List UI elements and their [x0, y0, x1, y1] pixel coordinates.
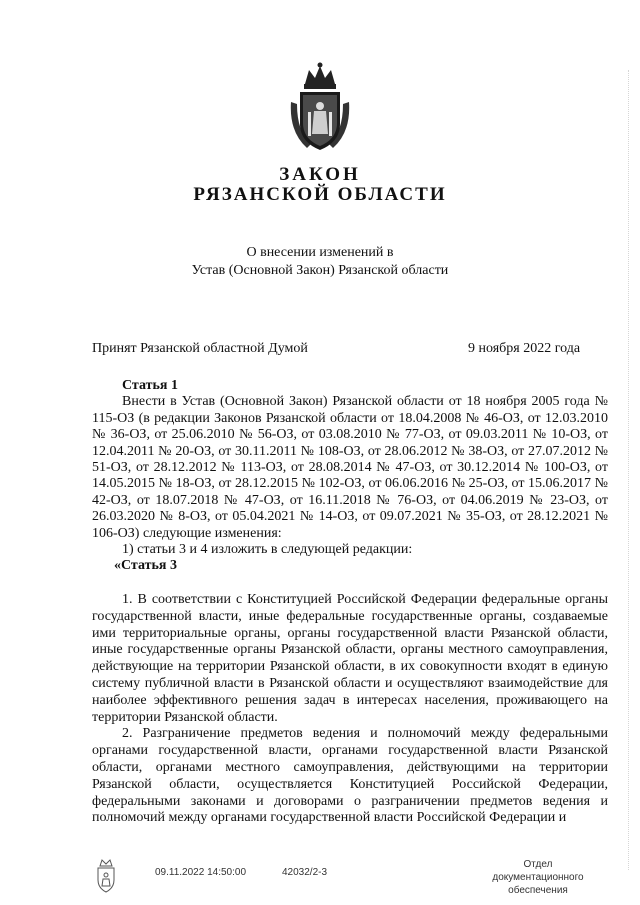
footer-timestamp: 09.11.2022 14:50:00: [155, 867, 247, 878]
article-1-item-1: 1) статьи 3 и 4 изложить в следующей редакции:: [122, 542, 413, 558]
department-stamp: [478, 858, 598, 897]
article-3-paragraph-1: 1. В соответствии с Конституцией Российской Федерации федеральные органы государственной власти, иные федеральные государственные органы, создаваемые ими территориальные органы, органы государственной власти Рязанской области, иные государственные органы Рязанской области, органы местного самоуправления, действующие на территории Рязанской области, в их совокупности входят в единую систему публичной власти в Рязанской области и осуществляют взаимодействие для наиболее эффективного решения задач в интересах населения, проживающего на территории Рязанской области.: [92, 592, 608, 725]
article-1-paragraph: Внести в Устав (Основной Закон) Рязанской области от 18 ноября 2005 года № 115-ОЗ (в редакции Законов Рязанской области от 18.04.2008 № 46-ОЗ, от 12.03.2010 № 36-ОЗ, от 25.06.2010 № 56-ОЗ, от 03.08.2010 № 77-ОЗ, от 09.03.2011 № 10-ОЗ, от 12.04.2011 № 20-ОЗ, от 30.11.2011 № 108-ОЗ, от 28.06.2012 № 38-ОЗ, от 27.07.2012 № 51-ОЗ, от 28.12.2012 № 113-ОЗ, от 28.08.2014 № 47-ОЗ, от 30.12.2014 № 100-ОЗ, от 14.05.2015 № 18-ОЗ, от 28.12.2015 № 102-ОЗ, от 06.06.2016 № 25-ОЗ, от 15.06.2017 № 42-ОЗ, от 18.07.2018 № 47-ОЗ, от 16.11.2018 № 76-ОЗ, от 04.06.2019 № 23-ОЗ, от 26.03.2020 № 8-ОЗ, от 05.04.2021 № 14-ОЗ, от 09.07.2021 № 35-ОЗ, от 28.12.2021 № 106-ОЗ) следующие изменения:: [92, 394, 608, 541]
article-3-paragraph-2: 2. Разграничение предметов ведения и полномочий между федеральными органами государственной власти, органами государственной власти Рязанской области, органами местного самоуправления, действующими на территории Рязанской области, осуществляется Конституцией Российской Федерации, федеральными законами и договорами о разграничении предметов ведения и полномочий между органами государственной власти Российской Федерации и: [92, 726, 608, 826]
coat-of-arms-icon: [287, 62, 353, 154]
footer-doc-number: 42032/2-3: [282, 867, 328, 878]
law-subject-line2: Устав (Основной Закон) Рязанской области: [191, 263, 449, 278]
law-region-title: РЯЗАНСКОЙ ОБЛАСТИ: [193, 184, 447, 205]
law-subject-line1: О внесении изменений в: [246, 245, 394, 260]
footer-emblem-icon: [92, 858, 120, 894]
article-3-text: [92, 592, 608, 827]
stamp-line-2: обеспечения: [508, 885, 568, 896]
article-1-section: [92, 378, 608, 575]
article-1-heading: Статья 1: [122, 378, 178, 393]
adoption-date: 9 ноября 2022 года: [468, 341, 581, 356]
adopted-by: Принят Рязанской областной Думой: [92, 341, 308, 356]
stamp-line-1: Отдел документационного: [492, 859, 584, 883]
quoted-article-3-heading: «Статья 3: [114, 558, 177, 574]
margin-scan-artifact: [628, 70, 635, 870]
law-title: ЗАКОН: [279, 164, 361, 185]
